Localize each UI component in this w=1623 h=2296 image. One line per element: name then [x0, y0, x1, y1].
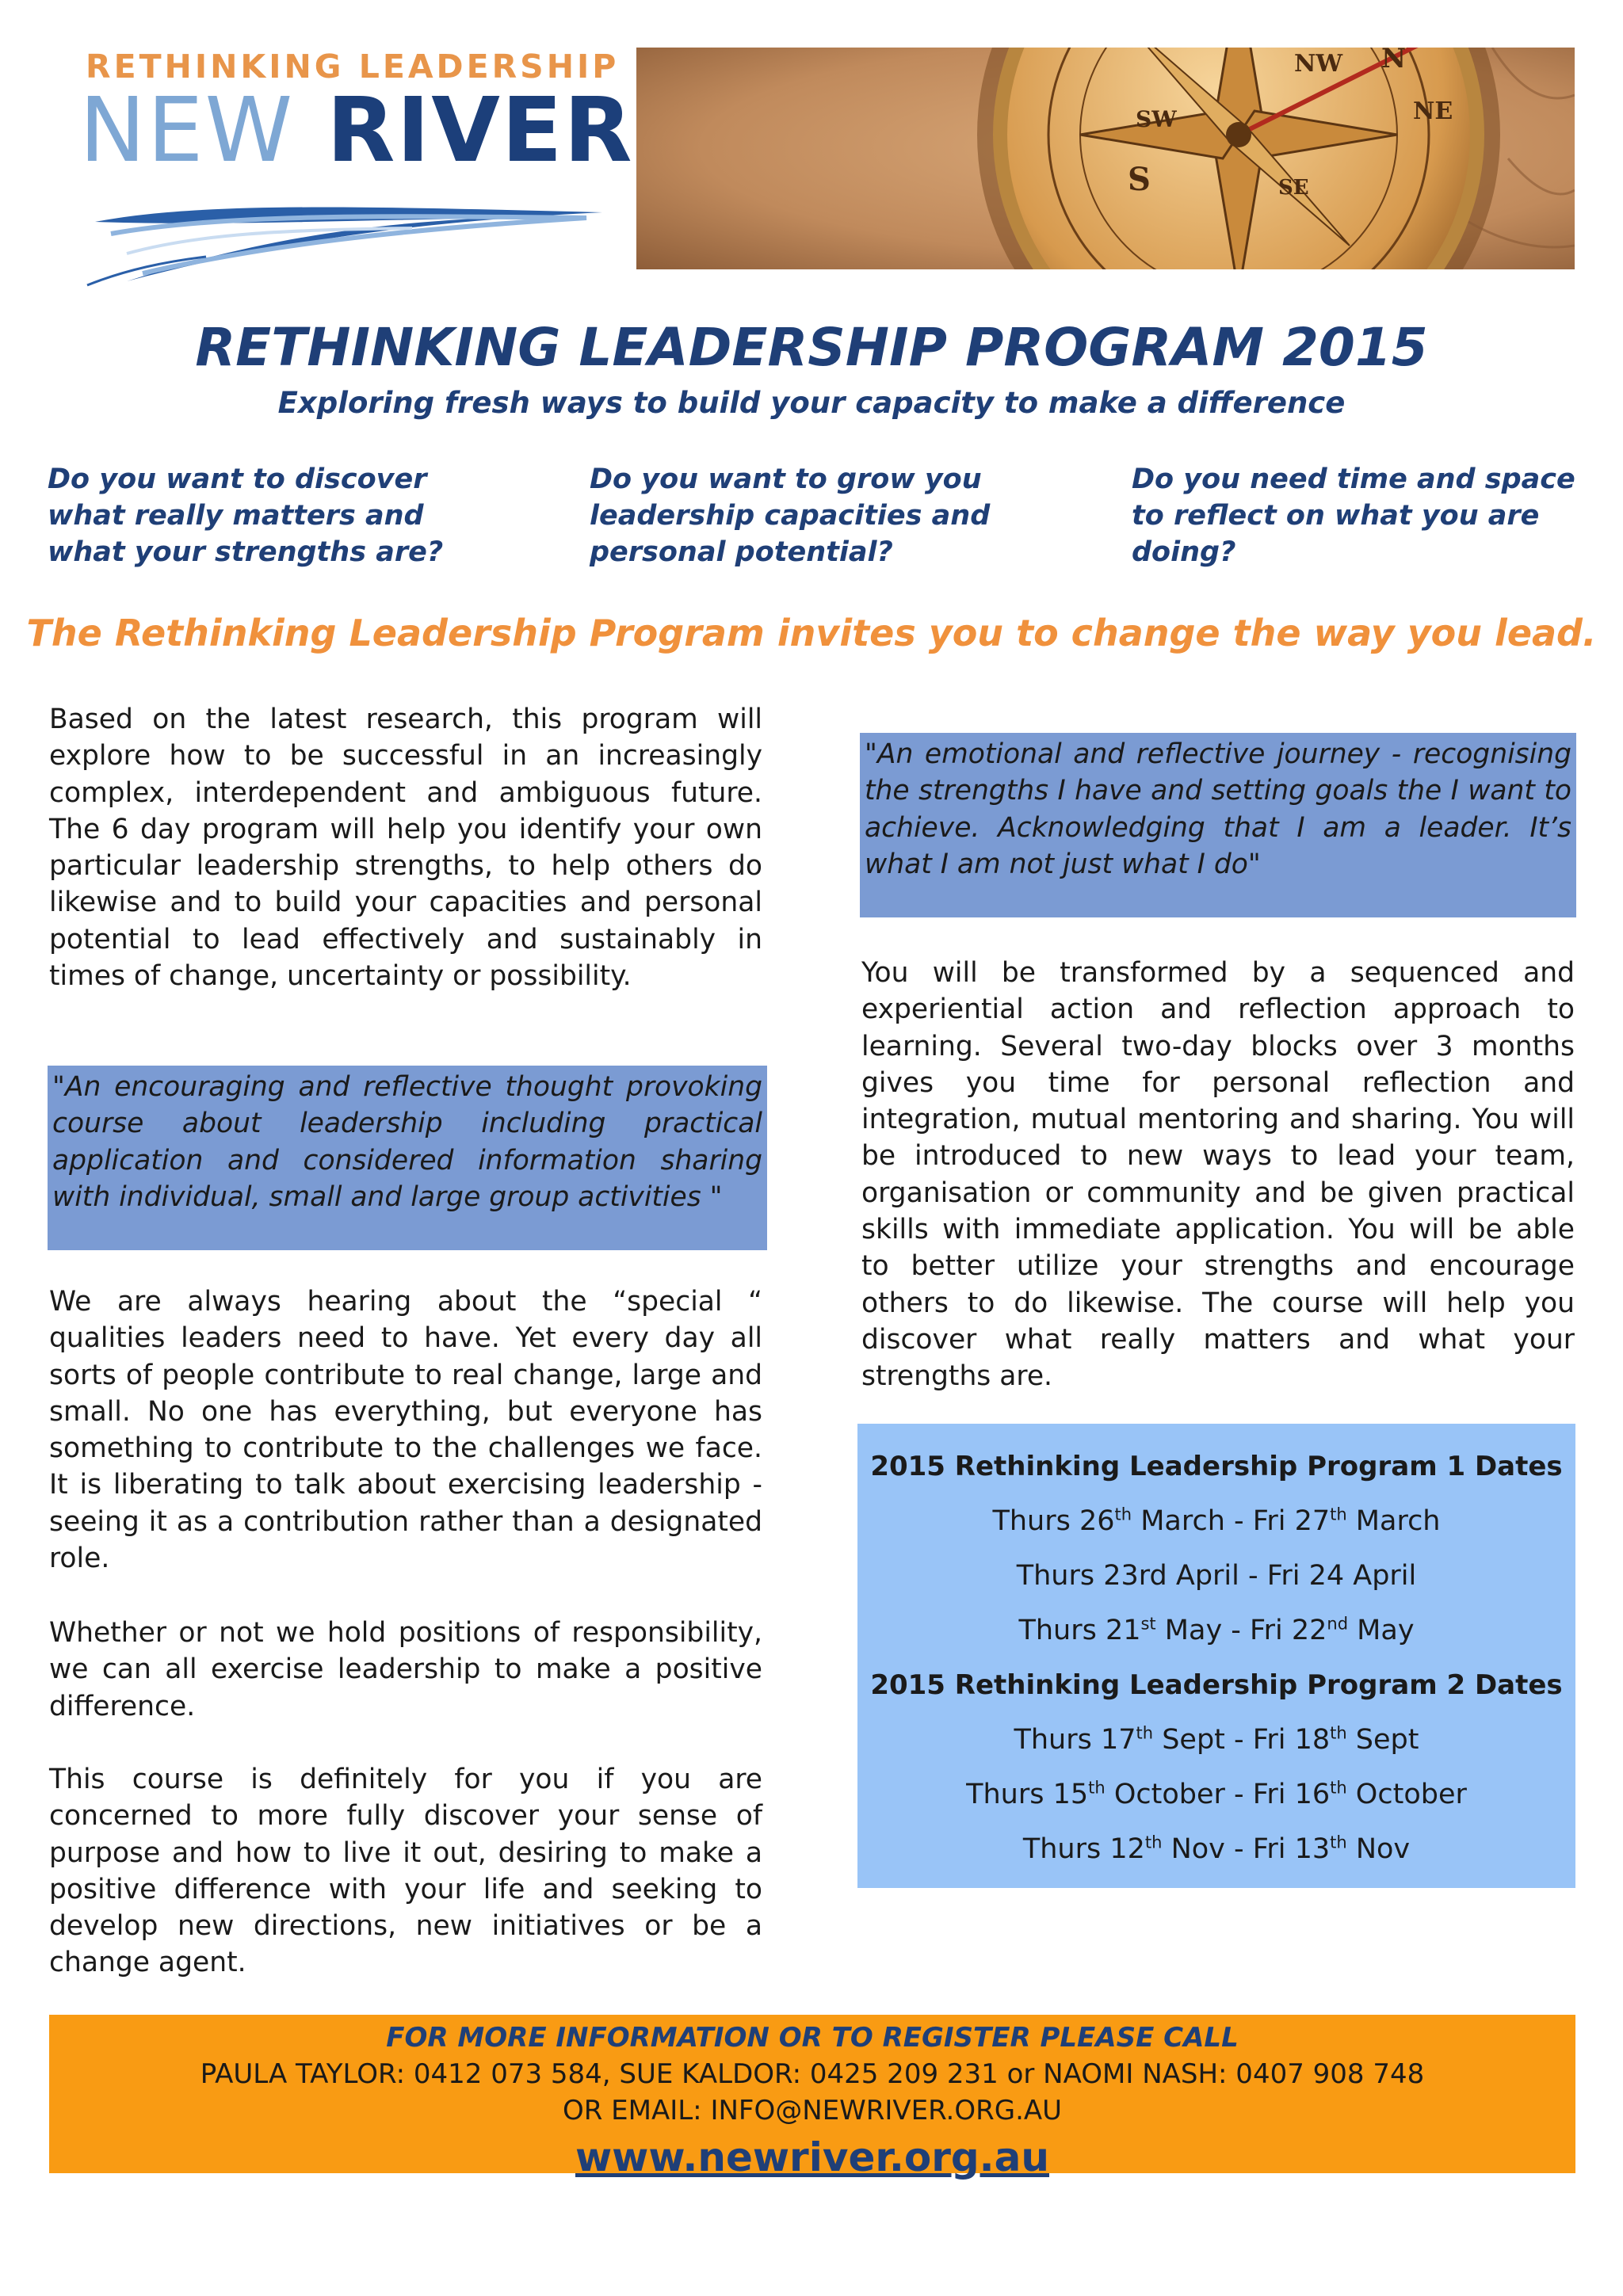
program-dates-box	[857, 1424, 1575, 1888]
left-paragraph-for-you: This course is definitely for you if you are concerned to more fully discover your sense of purpose and how to live it out, desiring to make a positive difference with your life and seeking to develop new directions, new initiatives or be a change agent.	[49, 1764, 762, 1979]
page-title: RETHINKING LEADERSHIP PROGRAM 2015	[195, 317, 1428, 378]
question-grow: Do you want to grow you leadership capacities and personal potential?	[590, 463, 991, 568]
svg-text:S: S	[1128, 161, 1151, 198]
logo-tagline: RETHINKING LEADERSHIP	[86, 48, 620, 86]
question-discover: Do you want to discover what really matters and what your strengths are?	[48, 463, 444, 568]
contact-footer	[49, 2015, 1575, 2180]
new-river-logo	[79, 48, 634, 269]
svg-text:NW: NW	[1294, 50, 1343, 78]
left-paragraph-responsibility: Whether or not we hold positions of responsibility, we can all exercise leadership to make a positive difference.	[49, 1617, 762, 1722]
svg-text:NE: NE	[1413, 97, 1453, 125]
question-reflect: Do you need time and space to reflect on what you are doing?	[1132, 463, 1575, 568]
program2-date-2: Thurs 15th October - Fri 16th October	[966, 1778, 1467, 1810]
program-tagline: The Rethinking Leadership Program invites you to change the way you lead.	[26, 612, 1597, 654]
left-paragraph-intro: Based on the latest research, this program will explore how to be successful in an increasingly complex, interdependent and ambiguous future. The 6 day program will help you identify your own particular leadership strengths, to help others do likewise and to build your capacities and personal potential to lead effectively and sustainably in times of change, uncertainty or possibility.	[49, 704, 762, 993]
program1-date-2: Thurs 23rd April - Fri 24 April	[1016, 1560, 1417, 1592]
program1-dates-heading: 2015 Rethinking Leadership Program 1 Dates	[870, 1451, 1563, 1482]
logo-name-river: RIVER	[327, 79, 634, 182]
program2-date-3: Thurs 12th Nov - Fri 13th Nov	[1022, 1833, 1411, 1865]
program1-date-1: Thurs 26th March - Fri 27th March	[992, 1505, 1441, 1537]
left-paragraph-qualities: We are always hearing about the “special “ qualities leaders need to have. Yet every day all sorts of people contribute to real change, large and small. No one has everything, but everyone has something to contribute to the challenges we face. It is liberating to talk about exercising leadership - seeing it as a contribution rather than a designated role.	[49, 1286, 762, 1575]
compass-image	[636, 48, 1575, 269]
svg-text:N: N	[1381, 48, 1407, 74]
river-swoosh-icon	[79, 198, 634, 293]
svg-text:SW: SW	[1136, 106, 1177, 132]
logo-wordmark	[79, 78, 634, 184]
testimonial-quote-left: "An encouraging and reflective thought provoking course about leadership including practical application and considered information sharing with individual, small and large group activities "	[48, 1066, 767, 1250]
program1-date-3: Thurs 21st May - Fri 22nd May	[1018, 1614, 1415, 1646]
program2-dates-heading: 2015 Rethinking Leadership Program 2 Dates	[870, 1669, 1563, 1701]
testimonial-quote-right: "An emotional and reflective journey - recognising the strengths I have and setting goals the I want to achieve. Acknowledging that I am a leader. It’s what I am not just what I do"	[860, 733, 1576, 917]
logo-name-new: NEW	[79, 79, 295, 182]
page-subtitle: Exploring fresh ways to build your capacity to make a difference	[277, 386, 1346, 420]
program2-date-1: Thurs 17th Sept - Fri 18th Sept	[1014, 1723, 1419, 1756]
website-link[interactable]: www.newriver.org.au	[575, 2134, 1050, 2180]
footer-email: OR EMAIL: INFO@NEWRIVER.ORG.AU	[562, 2095, 1063, 2126]
footer-phone-numbers: PAULA TAYLOR: 0412 073 584, SUE KALDOR: 0425 209 231 or NAOMI NASH: 0407 908 748	[200, 2058, 1425, 2090]
right-paragraph-transformed: You will be transformed by a sequenced and experiential action and reflection approach to learning. Several two-day blocks over 3 months gives you time for personal reflection and integration, mutual mentoring and sharing. You will be introduced to new ways to lead your team, organisation or community and be given practical skills with immediate application. You will be able to better utilize your strengths and encourage others to do likewise. The course will help you discover what really matters and what your strengths are.	[861, 957, 1575, 1393]
footer-call-to-action: FOR MORE INFORMATION OR TO REGISTER PLEASE CALL	[386, 2022, 1239, 2054]
svg-text:SE: SE	[1278, 176, 1309, 200]
